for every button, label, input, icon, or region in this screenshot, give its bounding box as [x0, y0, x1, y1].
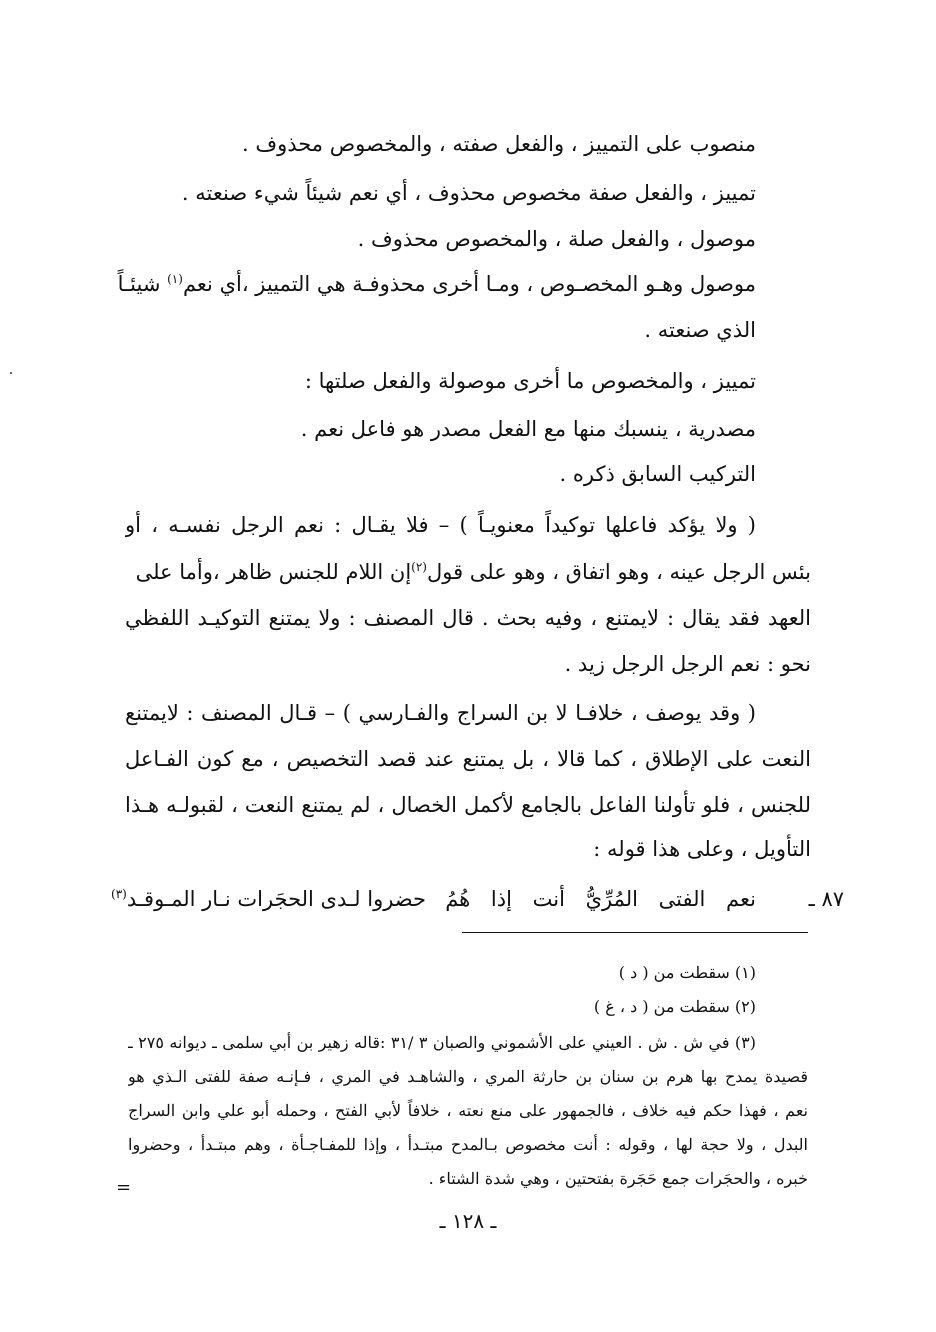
footnote-3-line-1: (٣) في ش . ش . العيني على الأشموني والصبان ٣ /٣١ :قاله زهير بن أبي سلمى ـ ديوانه ٢٧٥ ـ: [128, 1033, 756, 1052]
body-line-15: للجنس ، فلو تأولنا الفاعل بالجامع لأكمل الخصال ، لم يمتنع النعت ، لقبولـه هـذا: [125, 793, 811, 817]
body-line-4-text: موصول وهـو المخصـوص ، ومـا أخرى محذوفـة هي التمييز ،أي نعم: [182, 272, 756, 296]
body-line-5: الذي صنعته .: [644, 318, 756, 342]
footnote-3-line-4: البدل ، ولا حجة لها ، وقوله : أنت مخصوص بـالمدح مبتـدأ ، وإذا للمفـاجـأة ، وهم مبتـدأ ، وحضروا: [128, 1135, 808, 1154]
body-line-10-start: بئس الرجل عينه ، وهو اتفاق ، وهو على قول: [426, 560, 811, 584]
verse-second-hemistich-wrap: [111, 884, 426, 914]
body-line-3: موصول ، والفعل صلة ، والمخصوص محذوف .: [357, 227, 756, 251]
footnote-1: (١) سقطت من ( د ): [618, 963, 756, 982]
footnote-3-line-3: نعم ، فهذا حكم فيه خلاف ، فالجمهور على منع نعته ، خلافاً لأبي الفتح ، وحمله أبو علي وابن السراج: [128, 1101, 808, 1120]
body-line-4-end: شيئـاً: [117, 272, 161, 296]
body-line-2: تمييز ، والفعل صفة مخصوص محذوف ، أي نعم شيئاً شيء صنعته .: [181, 181, 756, 205]
footnote-2: (٢) سقطت من ( د ، غ ): [593, 997, 756, 1016]
verse-first-hemistich: نعم الفتى المُرِّيُّ أنت إذا هُمُ: [445, 887, 756, 911]
body-line-4: [117, 269, 756, 299]
body-line-10-end: إن اللام للجنس ظاهر ،وأما على: [135, 560, 412, 584]
footnote-ref-2: (٢): [411, 560, 427, 574]
page-number: ـ ١٢٨ ـ: [439, 1209, 497, 1233]
body-line-16: التأويل ، وعلى هذا قوله :: [593, 837, 811, 861]
footnote-3-line-2: قصيدة يمدح بها هرم بن سنان بن حارثة المري ، والشاهـد في المري ، فـإنـه صفة للفتى الـذي هو: [128, 1067, 808, 1086]
footnote-ref-1: (١): [167, 272, 183, 286]
body-line-10: [125, 557, 811, 587]
body-line-7: مصدرية ، ينسبك منها مع الفعل مصدر هو فاعل نعم .: [300, 417, 756, 441]
footnote-ref-3: (٣): [111, 887, 127, 901]
body-line-11: العهد فقد يقال : لايمتنع ، وفيه بحث . قال المصنف : ولا يمتنع التوكيـد اللفظي: [125, 606, 811, 630]
verse-number: ٨٧ ـ: [808, 887, 844, 911]
body-line-6: تمييز ، والمخصوص ما أخرى موصولة والفعل صلتها :: [304, 369, 756, 393]
body-line-13: ( وقد يوصف ، خلافـا لا بن السراج والفـارسي ) – قـال المصنف : لايمتنع: [125, 701, 756, 725]
body-line-8: التركيب السابق ذكره .: [559, 462, 756, 486]
continuation-mark: =: [116, 1177, 132, 1198]
body-line-1: منصوب على التمييز ، والفعل صفته ، والمخصوص محذوف .: [241, 132, 756, 156]
footnote-3-line-5: خبره ، والحجَرات جمع حَجَرة بفتحتين ، وهي شدة الشتاء .: [428, 1169, 808, 1188]
scan-speck: [10, 372, 12, 374]
body-line-12: نحو : نعم الرجل الرجل زيد .: [564, 652, 811, 676]
body-line-9: ( ولا يؤكد فاعلها توكيداً معنويـاً ) – فلا يقـال : نعم الرجل نفسـه ، أو: [125, 513, 756, 537]
verse-second-hemistich: حضروا لـدى الحجَرات نـار المـوقـد: [126, 887, 426, 911]
body-line-14: النعت على الإطلاق ، كما قالا ، بل يمتنع عند قصد التخصيص ، مع كون الفـاعل: [125, 747, 811, 771]
footnote-divider: [462, 932, 808, 933]
